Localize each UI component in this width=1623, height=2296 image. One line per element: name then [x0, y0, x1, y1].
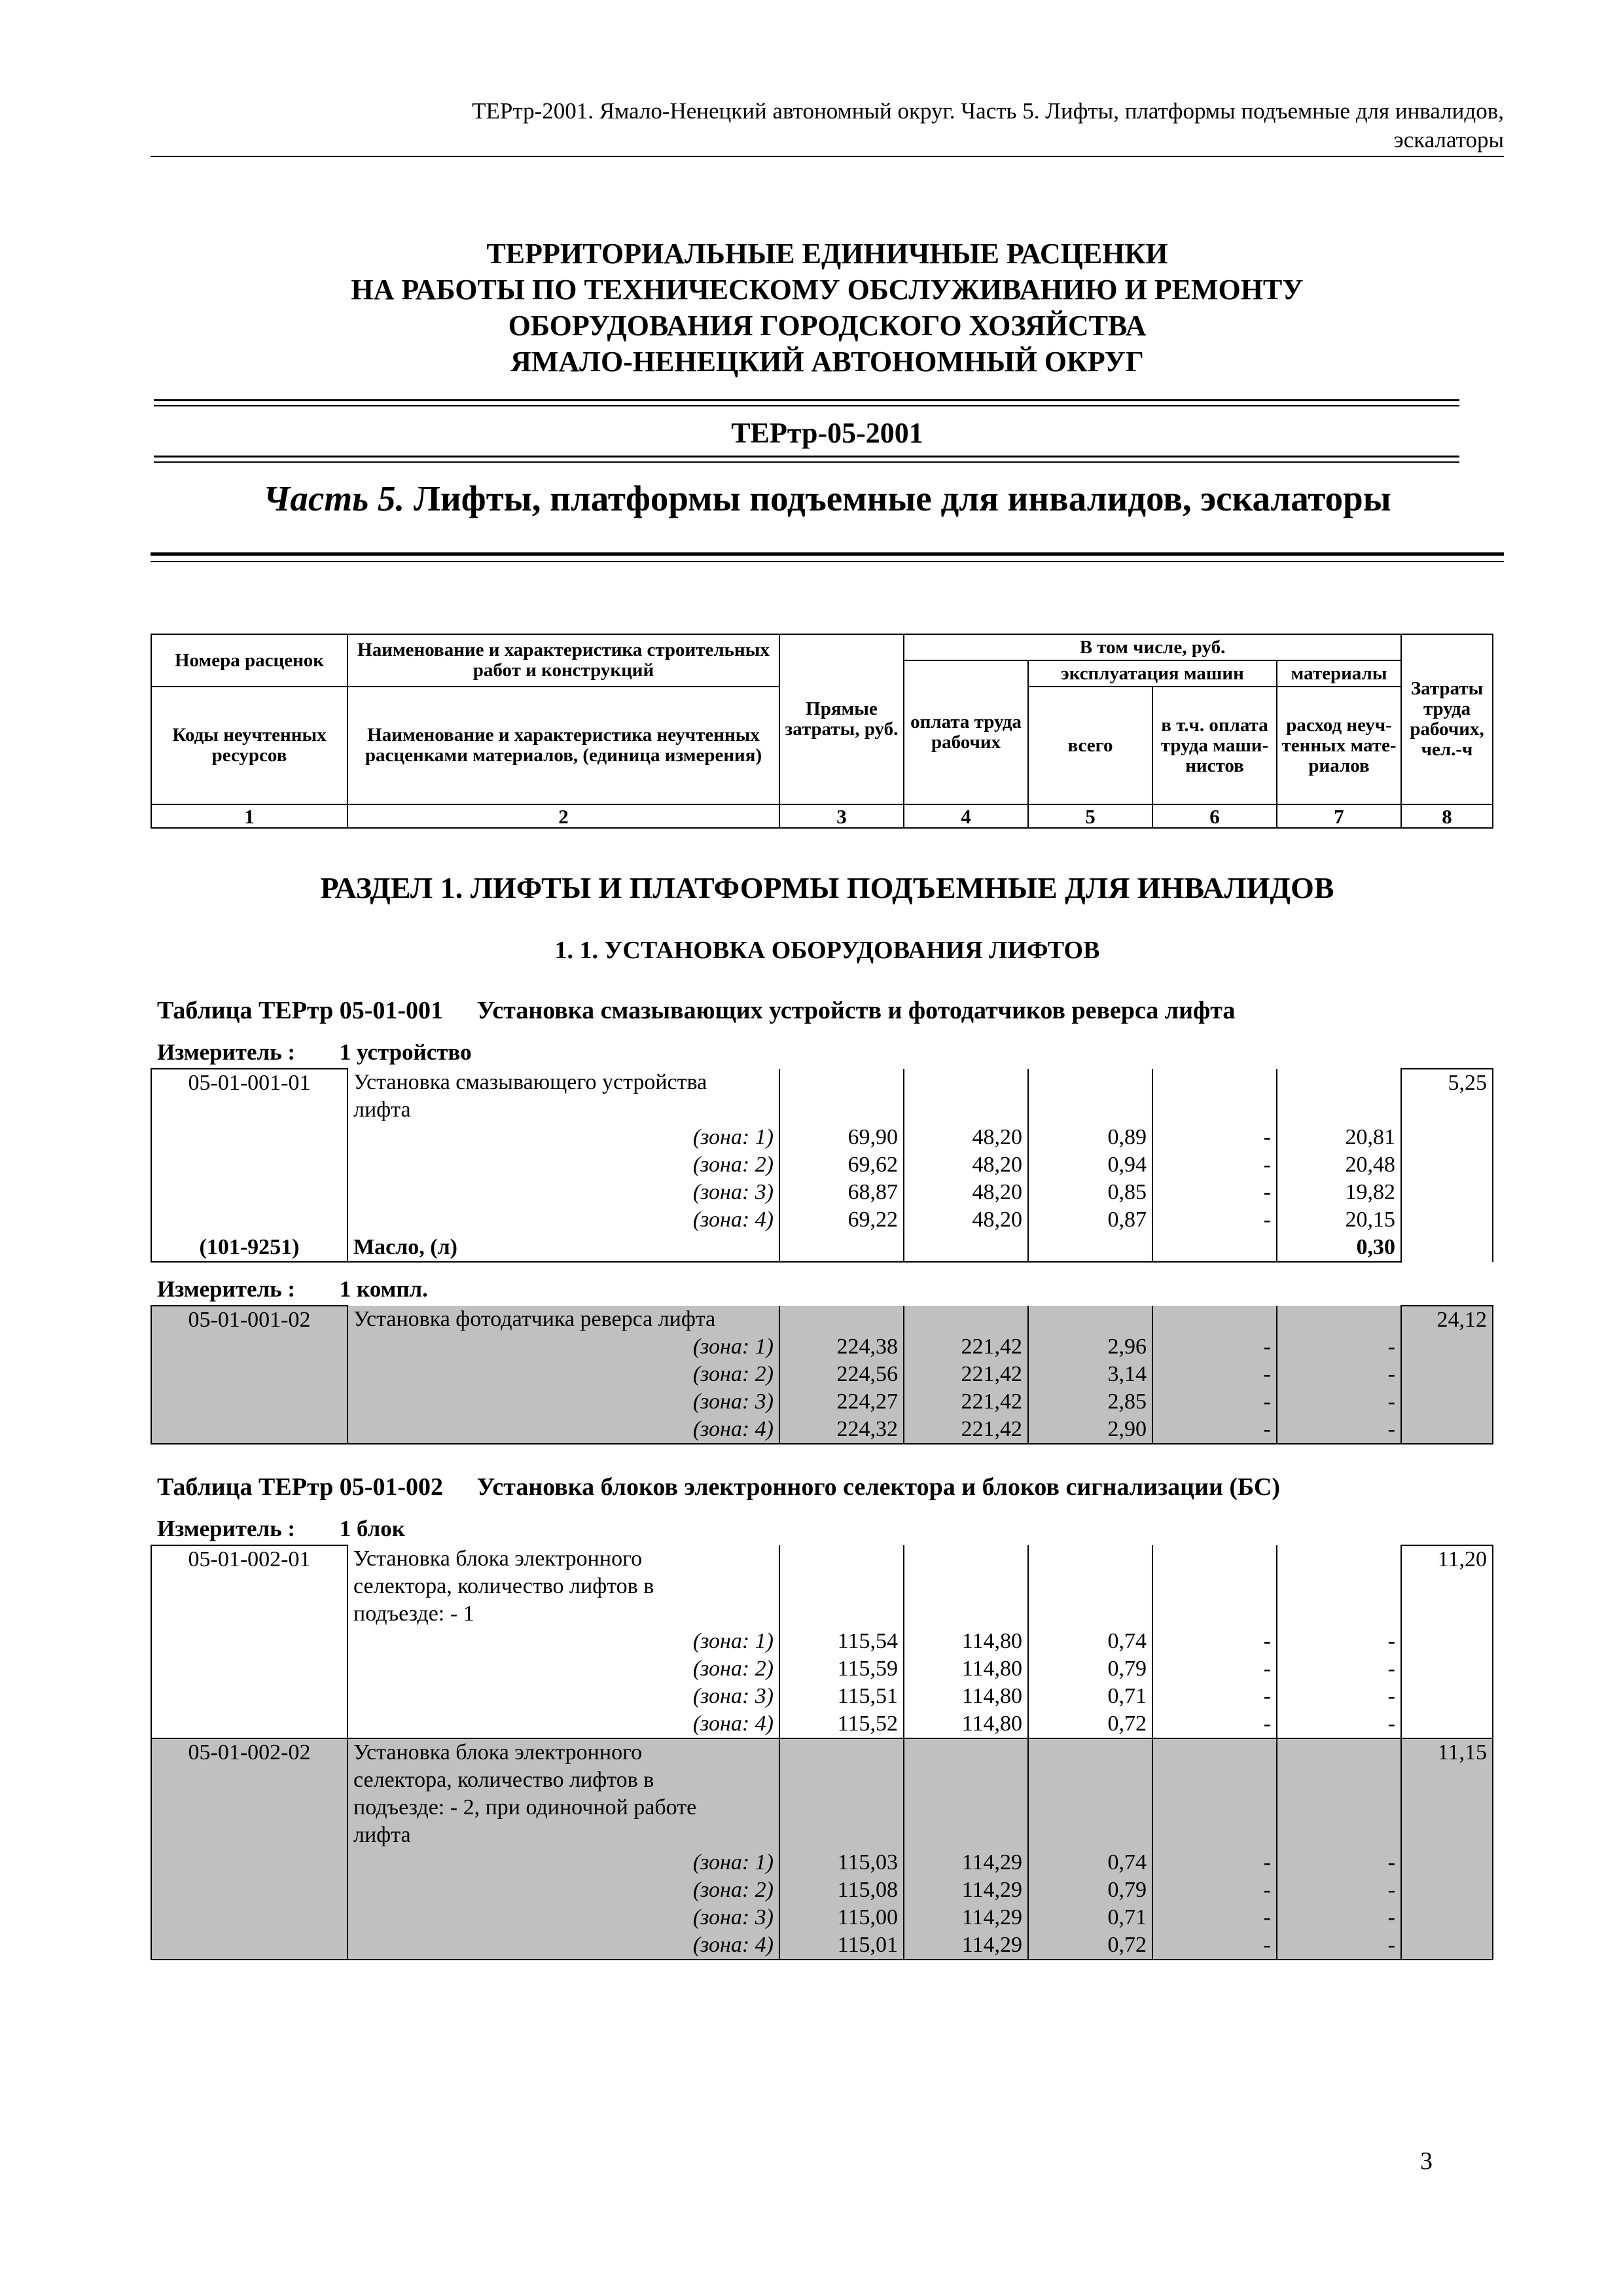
- direct-cost: 115,01: [779, 1931, 904, 1960]
- direct-cost: 115,59: [779, 1655, 904, 1683]
- running-header: [151, 97, 1504, 157]
- direct-cost: 115,52: [779, 1710, 904, 1738]
- labor-pay: 114,29: [904, 1876, 1028, 1904]
- labor-pay: 114,29: [904, 1904, 1028, 1931]
- rate-labor-hours: 24,12: [1401, 1306, 1493, 1444]
- empty-cell: [1028, 1545, 1152, 1573]
- materials: -: [1277, 1849, 1401, 1876]
- header-machines-total: всего: [1028, 687, 1152, 804]
- zone-label: (зона: 4): [348, 1206, 779, 1234]
- header-work-name: Наименование и характеристика строительных работ и конструкций: [348, 634, 779, 687]
- resource-name: Масло, (л): [348, 1234, 779, 1262]
- table-row: [151, 1361, 1493, 1388]
- materials: -: [1277, 1904, 1401, 1931]
- header-material-name: Наименование и характеристика неучтенных расценками материалов, (единица измерения): [348, 687, 779, 804]
- table1-meter2: [157, 1276, 428, 1302]
- zone-label: (зона: 3): [348, 1904, 779, 1931]
- materials: 19,82: [1277, 1179, 1401, 1206]
- labor-pay: 221,42: [904, 1388, 1028, 1416]
- machines-total: 0,74: [1028, 1849, 1152, 1876]
- header-resource-codes: Коды неучтенных ресурсов: [151, 687, 348, 804]
- direct-cost: 69,90: [779, 1124, 904, 1151]
- labor-pay: 221,42: [904, 1333, 1028, 1361]
- machines-labor: -: [1152, 1388, 1277, 1416]
- empty-cell: [1277, 1600, 1401, 1628]
- page-number: 3: [1420, 2147, 1433, 2175]
- empty-cell: [1277, 1738, 1401, 1767]
- table-row: [151, 1738, 1493, 1767]
- table-row: [151, 1573, 1493, 1600]
- table2-title: Установка блоков электронного селектора и блоков сигнализации (БС): [476, 1473, 1280, 1501]
- col-number: 8: [1401, 804, 1493, 828]
- empty-cell: [779, 1600, 904, 1628]
- machines-total: 0,71: [1028, 1904, 1152, 1931]
- labor-pay: 48,20: [904, 1151, 1028, 1179]
- header-incl: В том числе, руб.: [904, 634, 1401, 660]
- table1-caption: [157, 996, 1235, 1025]
- empty-cell: [1277, 1069, 1401, 1096]
- empty-cell: [904, 1573, 1028, 1600]
- direct-cost: 115,54: [779, 1628, 904, 1655]
- table2-meter: [157, 1516, 405, 1542]
- meter-label: Измеритель :: [157, 1276, 296, 1302]
- table-row: [151, 1710, 1493, 1738]
- header-unaccounted-materials: расход неуч-тенных мате-риалов: [1277, 687, 1401, 804]
- materials: -: [1277, 1876, 1401, 1904]
- machines-labor: -: [1152, 1361, 1277, 1388]
- rate-name: подъезде: - 2, при одиночной работе: [348, 1794, 779, 1821]
- header-labor-pay: оплата труда рабочих: [904, 660, 1028, 804]
- materials: 20,48: [1277, 1151, 1401, 1179]
- table-row: [151, 1333, 1493, 1361]
- machines-total: 0,79: [1028, 1655, 1152, 1683]
- table-row: [151, 1069, 1493, 1096]
- table1-label: Таблица ТЕРтр 05-01-001: [157, 997, 444, 1024]
- table-row: [151, 1151, 1493, 1179]
- machines-labor: -: [1152, 1710, 1277, 1738]
- empty-cell: [1152, 1767, 1277, 1794]
- labor-pay: 114,29: [904, 1849, 1028, 1876]
- direct-cost: 69,22: [779, 1206, 904, 1234]
- table-row: [151, 1628, 1493, 1655]
- materials: 20,81: [1277, 1124, 1401, 1151]
- rate-code: 05-01-002-01: [151, 1545, 348, 1738]
- table-row: [151, 1096, 1493, 1124]
- empty-cell: [1277, 1573, 1401, 1600]
- labor-pay: 114,80: [904, 1628, 1028, 1655]
- empty-cell: [904, 1069, 1028, 1096]
- table-row: [151, 1821, 1493, 1849]
- table-row: [151, 1124, 1493, 1151]
- divider-double-bottom: [154, 456, 1459, 463]
- table1-rate2: [151, 1305, 1493, 1444]
- direct-cost: 115,03: [779, 1849, 904, 1876]
- section-title: РАЗДЕЛ 1. ЛИФТЫ И ПЛАТФОРМЫ ПОДЪЕМНЫЕ ДЛЯ ИНВАЛИДОВ: [320, 871, 1334, 905]
- running-header-line2: эскалаторы: [1393, 127, 1504, 152]
- table2-rates: [151, 1545, 1493, 1960]
- header-labor-hours: Затраты труда рабочих, чел.-ч: [1401, 634, 1493, 804]
- header-direct-costs: Прямые затраты, руб.: [779, 634, 904, 804]
- rate-code: 05-01-001-02: [151, 1306, 348, 1444]
- labor-pay: 114,80: [904, 1655, 1028, 1683]
- table1-title: Установка смазывающих устройств и фотодатчиков реверса лифта: [476, 997, 1236, 1024]
- machines-labor: -: [1152, 1151, 1277, 1179]
- zone-label: (зона: 3): [348, 1388, 779, 1416]
- empty-cell: [1277, 1096, 1401, 1124]
- table2-label: Таблица ТЕРтр 05-01-002: [157, 1473, 444, 1501]
- empty-cell: [1028, 1821, 1152, 1849]
- table-row: [151, 1306, 1493, 1333]
- table2-caption: [157, 1473, 1280, 1501]
- zone-label: (зона: 3): [348, 1179, 779, 1206]
- rate-labor-hours: 11,20: [1401, 1545, 1493, 1738]
- machines-labor: -: [1152, 1904, 1277, 1931]
- empty-cell: [904, 1767, 1028, 1794]
- direct-cost: 224,32: [779, 1416, 904, 1444]
- empty-cell: [779, 1306, 904, 1333]
- part-title: [151, 478, 1504, 519]
- machines-labor: -: [1152, 1628, 1277, 1655]
- machines-total: 0,74: [1028, 1628, 1152, 1655]
- rate-name: Установка блока электронного: [348, 1738, 779, 1767]
- materials: -: [1277, 1628, 1401, 1655]
- table1-rate1: [151, 1068, 1493, 1263]
- labor-pay: 48,20: [904, 1206, 1028, 1234]
- zone-label: (зона: 2): [348, 1655, 779, 1683]
- col-number: 5: [1028, 804, 1152, 828]
- rate-labor-hours: 11,15: [1401, 1738, 1493, 1960]
- materials: -: [1277, 1388, 1401, 1416]
- direct-cost: 224,56: [779, 1361, 904, 1388]
- table-row: [151, 1416, 1493, 1444]
- labor-pay: 114,80: [904, 1710, 1028, 1738]
- machines-total: 2,85: [1028, 1388, 1152, 1416]
- col-number: 3: [779, 804, 904, 828]
- machines-total: 2,96: [1028, 1333, 1152, 1361]
- machines-total: 0,85: [1028, 1179, 1152, 1206]
- zone-label: (зона: 4): [348, 1416, 779, 1444]
- part-name: Лифты, платформы подъемные для инвалидов, эскалаторы: [414, 478, 1391, 518]
- labor-pay: 48,20: [904, 1179, 1028, 1206]
- labor-pay: 114,29: [904, 1931, 1028, 1960]
- empty-cell: [1028, 1600, 1152, 1628]
- empty-cell: [779, 1573, 904, 1600]
- empty-cell: [904, 1306, 1028, 1333]
- empty-cell: [904, 1738, 1028, 1767]
- meter-label: Измеритель :: [157, 1516, 296, 1541]
- machines-total: 3,14: [1028, 1361, 1152, 1388]
- machines-labor: -: [1152, 1124, 1277, 1151]
- empty-cell: [1028, 1069, 1152, 1096]
- table-row: [151, 1931, 1493, 1960]
- empty-cell: [779, 1738, 904, 1767]
- empty-cell: [779, 1767, 904, 1794]
- running-header-line1: ТЕРтр-2001. Ямало-Ненецкий автономный округ. Часть 5. Лифты, платформы подъемные для инвалидов,: [472, 98, 1504, 124]
- empty-cell: [1152, 1600, 1277, 1628]
- zone-label: (зона: 1): [348, 1849, 779, 1876]
- machines-total: 0,71: [1028, 1683, 1152, 1710]
- empty-cell: [1277, 1821, 1401, 1849]
- table-row: [151, 1849, 1493, 1876]
- direct-cost: 115,08: [779, 1876, 904, 1904]
- empty-cell: [904, 1794, 1028, 1821]
- rate-name: подъезде: - 1: [348, 1600, 779, 1628]
- zone-label: (зона: 2): [348, 1876, 779, 1904]
- empty-cell: [904, 1234, 1028, 1262]
- machines-labor: -: [1152, 1849, 1277, 1876]
- empty-cell: [1277, 1545, 1401, 1573]
- rate-name: селектора, количество лифтов в: [348, 1767, 779, 1794]
- zone-label: (зона: 2): [348, 1151, 779, 1179]
- zone-label: (зона: 3): [348, 1683, 779, 1710]
- meter-value: 1 компл.: [339, 1276, 428, 1302]
- rate-name: селектора, количество лифтов в: [348, 1573, 779, 1600]
- empty-cell: [779, 1821, 904, 1849]
- table-row: [151, 1683, 1493, 1710]
- rate-name: лифта: [348, 1096, 779, 1124]
- table-row: [151, 1767, 1493, 1794]
- empty-cell: [779, 1069, 904, 1096]
- machines-total: 0,89: [1028, 1124, 1152, 1151]
- document-code: ТЕРтр-05-2001: [731, 417, 923, 449]
- title-line4: ЯМАЛО-НЕНЕЦКИЙ АВТОНОМНЫЙ ОКРУГ: [510, 346, 1144, 378]
- rate-code: 05-01-002-02: [151, 1738, 348, 1960]
- meter-value: 1 устройство: [339, 1039, 472, 1065]
- empty-cell: [904, 1096, 1028, 1124]
- table-row: [151, 1206, 1493, 1234]
- empty-cell: [1152, 1738, 1277, 1767]
- labor-pay: 221,42: [904, 1416, 1028, 1444]
- direct-cost: 68,87: [779, 1179, 904, 1206]
- empty-cell: [1028, 1234, 1152, 1262]
- header-machines: эксплуатация машин: [1028, 660, 1277, 687]
- empty-cell: [1277, 1767, 1401, 1794]
- machines-total: 0,72: [1028, 1931, 1152, 1960]
- document-title: [151, 236, 1504, 380]
- empty-cell: [1028, 1096, 1152, 1124]
- materials: -: [1277, 1655, 1401, 1683]
- part-label: Часть 5.: [263, 478, 405, 518]
- machines-total: 2,90: [1028, 1416, 1152, 1444]
- labor-pay: 48,20: [904, 1124, 1028, 1151]
- table-row: [151, 1179, 1493, 1206]
- header-materials: материалы: [1277, 660, 1401, 687]
- meter-label: Измеритель :: [157, 1039, 296, 1065]
- title-line3: ОБОРУДОВАНИЯ ГОРОДСКОГО ХОЗЯЙСТВА: [508, 310, 1147, 342]
- empty-cell: [1152, 1096, 1277, 1124]
- empty-cell: [904, 1545, 1028, 1573]
- column-header-table: [151, 634, 1493, 829]
- rate-name: Установка блока электронного: [348, 1545, 779, 1573]
- title-line1: ТЕРРИТОРИАЛЬНЫЕ ЕДИНИЧНЫЕ РАСЦЕНКИ: [486, 238, 1168, 270]
- meter-value: 1 блок: [339, 1516, 405, 1541]
- materials: -: [1277, 1361, 1401, 1388]
- resource-qty: 0,30: [1277, 1234, 1401, 1262]
- empty-cell: [1277, 1306, 1401, 1333]
- machines-labor: -: [1152, 1179, 1277, 1206]
- machines-labor: -: [1152, 1655, 1277, 1683]
- empty-cell: [1028, 1573, 1152, 1600]
- direct-cost: 224,38: [779, 1333, 904, 1361]
- materials: -: [1277, 1416, 1401, 1444]
- zone-label: (зона: 1): [348, 1124, 779, 1151]
- machines-labor: -: [1152, 1931, 1277, 1960]
- empty-cell: [1152, 1545, 1277, 1573]
- empty-cell: [1028, 1738, 1152, 1767]
- labor-pay: 221,42: [904, 1361, 1028, 1388]
- zone-label: (зона: 2): [348, 1361, 779, 1388]
- machines-labor: -: [1152, 1876, 1277, 1904]
- rate-labor-hours: 5,25: [1401, 1069, 1493, 1262]
- machines-labor: -: [1152, 1206, 1277, 1234]
- machines-total: 0,79: [1028, 1876, 1152, 1904]
- materials: -: [1277, 1333, 1401, 1361]
- resource-row: [151, 1234, 1493, 1262]
- machines-labor: -: [1152, 1416, 1277, 1444]
- resource-code: (101-9251): [151, 1234, 348, 1262]
- rate-name: Установка фотодатчика реверса лифта: [348, 1306, 779, 1333]
- zone-label: (зона: 4): [348, 1931, 779, 1960]
- empty-cell: [779, 1096, 904, 1124]
- labor-pay: 114,80: [904, 1683, 1028, 1710]
- divider-double-top: [154, 399, 1459, 406]
- empty-cell: [1152, 1069, 1277, 1096]
- divider-thick: [151, 552, 1504, 562]
- table-row: [151, 1655, 1493, 1683]
- header-machines-labor: в т.ч. оплата труда маши-нистов: [1152, 687, 1277, 804]
- title-line2: НА РАБОТЫ ПО ТЕХНИЧЕСКОМУ ОБСЛУЖИВАНИЮ И РЕМОНТУ: [351, 274, 1304, 306]
- rate-code: 05-01-001-01: [151, 1069, 348, 1234]
- materials: -: [1277, 1683, 1401, 1710]
- subsection-title: 1. 1. УСТАНОВКА ОБОРУДОВАНИЯ ЛИФТОВ: [554, 937, 1100, 964]
- empty-cell: [1152, 1234, 1277, 1262]
- empty-cell: [904, 1821, 1028, 1849]
- direct-cost: 69,62: [779, 1151, 904, 1179]
- materials: -: [1277, 1710, 1401, 1738]
- table-row: [151, 1904, 1493, 1931]
- table-row: [151, 1794, 1493, 1821]
- rate-name: Установка смазывающего устройства: [348, 1069, 779, 1096]
- empty-cell: [1152, 1794, 1277, 1821]
- materials: -: [1277, 1931, 1401, 1960]
- col-number: 2: [348, 804, 779, 828]
- direct-cost: 115,51: [779, 1683, 904, 1710]
- direct-cost: 115,00: [779, 1904, 904, 1931]
- zone-label: (зона: 1): [348, 1628, 779, 1655]
- empty-cell: [1028, 1306, 1152, 1333]
- empty-cell: [904, 1600, 1028, 1628]
- empty-cell: [779, 1545, 904, 1573]
- table-row: [151, 1388, 1493, 1416]
- empty-cell: [1152, 1573, 1277, 1600]
- table-row: [151, 1545, 1493, 1573]
- machines-total: 0,87: [1028, 1206, 1152, 1234]
- col-number: 4: [904, 804, 1028, 828]
- machines-total: 0,72: [1028, 1710, 1152, 1738]
- materials: 20,15: [1277, 1206, 1401, 1234]
- table-row: [151, 1600, 1493, 1628]
- empty-cell: [1152, 1306, 1277, 1333]
- col-number: 7: [1277, 804, 1401, 828]
- table1-meter1: [157, 1039, 472, 1066]
- col-number: 1: [151, 804, 348, 828]
- empty-cell: [779, 1234, 904, 1262]
- machines-labor: -: [1152, 1683, 1277, 1710]
- machines-total: 0,94: [1028, 1151, 1152, 1179]
- direct-cost: 224,27: [779, 1388, 904, 1416]
- zone-label: (зона: 4): [348, 1710, 779, 1738]
- machines-labor: -: [1152, 1333, 1277, 1361]
- empty-cell: [1028, 1767, 1152, 1794]
- header-rates-no: Номера расценок: [151, 634, 348, 687]
- empty-cell: [1152, 1821, 1277, 1849]
- table-row: [151, 1876, 1493, 1904]
- rate-name: лифта: [348, 1821, 779, 1849]
- empty-cell: [779, 1794, 904, 1821]
- zone-label: (зона: 1): [348, 1333, 779, 1361]
- empty-cell: [1028, 1794, 1152, 1821]
- empty-cell: [1277, 1794, 1401, 1821]
- col-number: 6: [1152, 804, 1277, 828]
